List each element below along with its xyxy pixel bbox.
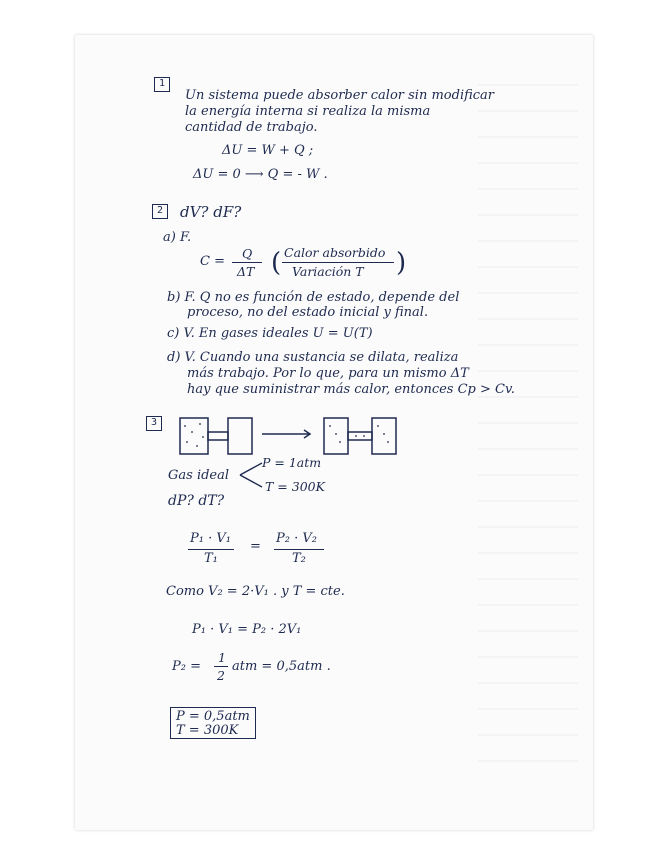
right-chamber-b [372, 418, 396, 454]
section-3-question: dP? dT? [168, 493, 225, 509]
initial-temperature: T = 300K [265, 479, 325, 494]
paren-open: ( [271, 248, 282, 278]
answer-d-line-1: d) V. Cuando una sustancia se dilata, realiza [167, 350, 459, 365]
ideal-gas-equals: = [250, 539, 261, 554]
p2-lhs: P₂ = [172, 659, 201, 674]
ideal-gas-frac1-num: P₁ · V₁ [190, 531, 231, 546]
ideal-gas-frac2-den: T₂ [292, 551, 306, 566]
section-1-equation-2: ΔU = 0 ⟶ Q = - W . [193, 167, 328, 182]
section-3-number: 3 [146, 416, 162, 431]
section-1-number: 1 [154, 77, 170, 92]
answer-c-line: c) V. En gases ideales U = U(T) [167, 326, 373, 341]
initial-pressure: P = 1atm [262, 455, 322, 470]
section-1-line-2: la energía interna si realiza la misma [185, 104, 431, 119]
heat-capacity-denominator: ΔT [237, 264, 255, 279]
answer-a-label: a) F. [163, 230, 192, 245]
left-chamber-full [180, 418, 208, 454]
ideal-gas-frac2-num: P₂ · V₂ [276, 531, 317, 546]
paren-denominator: Variación T [292, 264, 364, 279]
result-pressure: P = 0,5atm [176, 709, 250, 724]
section-1-equation-1: ΔU = W + Q ; [222, 143, 314, 158]
como-line: Como V₂ = 2·V₁ . y T = cte. [166, 584, 345, 599]
left-chamber-empty [228, 418, 252, 454]
result-temperature: T = 300K [176, 723, 239, 738]
section-1-line-1: Un sistema puede absorber calor sin modificar [185, 88, 495, 103]
heat-capacity-lhs: C = [200, 254, 225, 269]
substitution-line: P₁ · V₁ = P₂ · 2V₁ [192, 622, 302, 637]
ideal-gas-frac1-den: T₁ [204, 551, 218, 566]
answer-d-line-3: hay que suministrar más calor, entonces Cp > Cv. [187, 382, 515, 397]
paren-numerator: Calor absorbido [284, 245, 386, 260]
section-2-number: 2 [152, 204, 168, 219]
p2-denominator: 2 [217, 668, 225, 683]
paren-close: ) [396, 248, 407, 278]
right-chamber-a [324, 418, 348, 454]
answer-b-line-1: b) F. Q no es función de estado, depende del [167, 290, 460, 305]
answer-b-line-2: proceso, no del estado inicial y final. [187, 305, 429, 320]
heat-capacity-numerator: Q [242, 246, 253, 261]
p2-rhs: atm = 0,5atm . [232, 659, 331, 674]
gas-ideal-label: Gas ideal [168, 468, 230, 483]
section-2-question: dV? dF? [180, 203, 242, 221]
answer-d-line-2: más trabajo. Por lo que, para un mismo ΔT [187, 366, 469, 381]
right-valve [348, 432, 372, 440]
section-1-line-3: cantidad de trabajo. [185, 120, 318, 135]
left-valve [208, 432, 228, 440]
bleed-through-shadow [478, 62, 578, 762]
p2-numerator: 1 [218, 650, 226, 665]
